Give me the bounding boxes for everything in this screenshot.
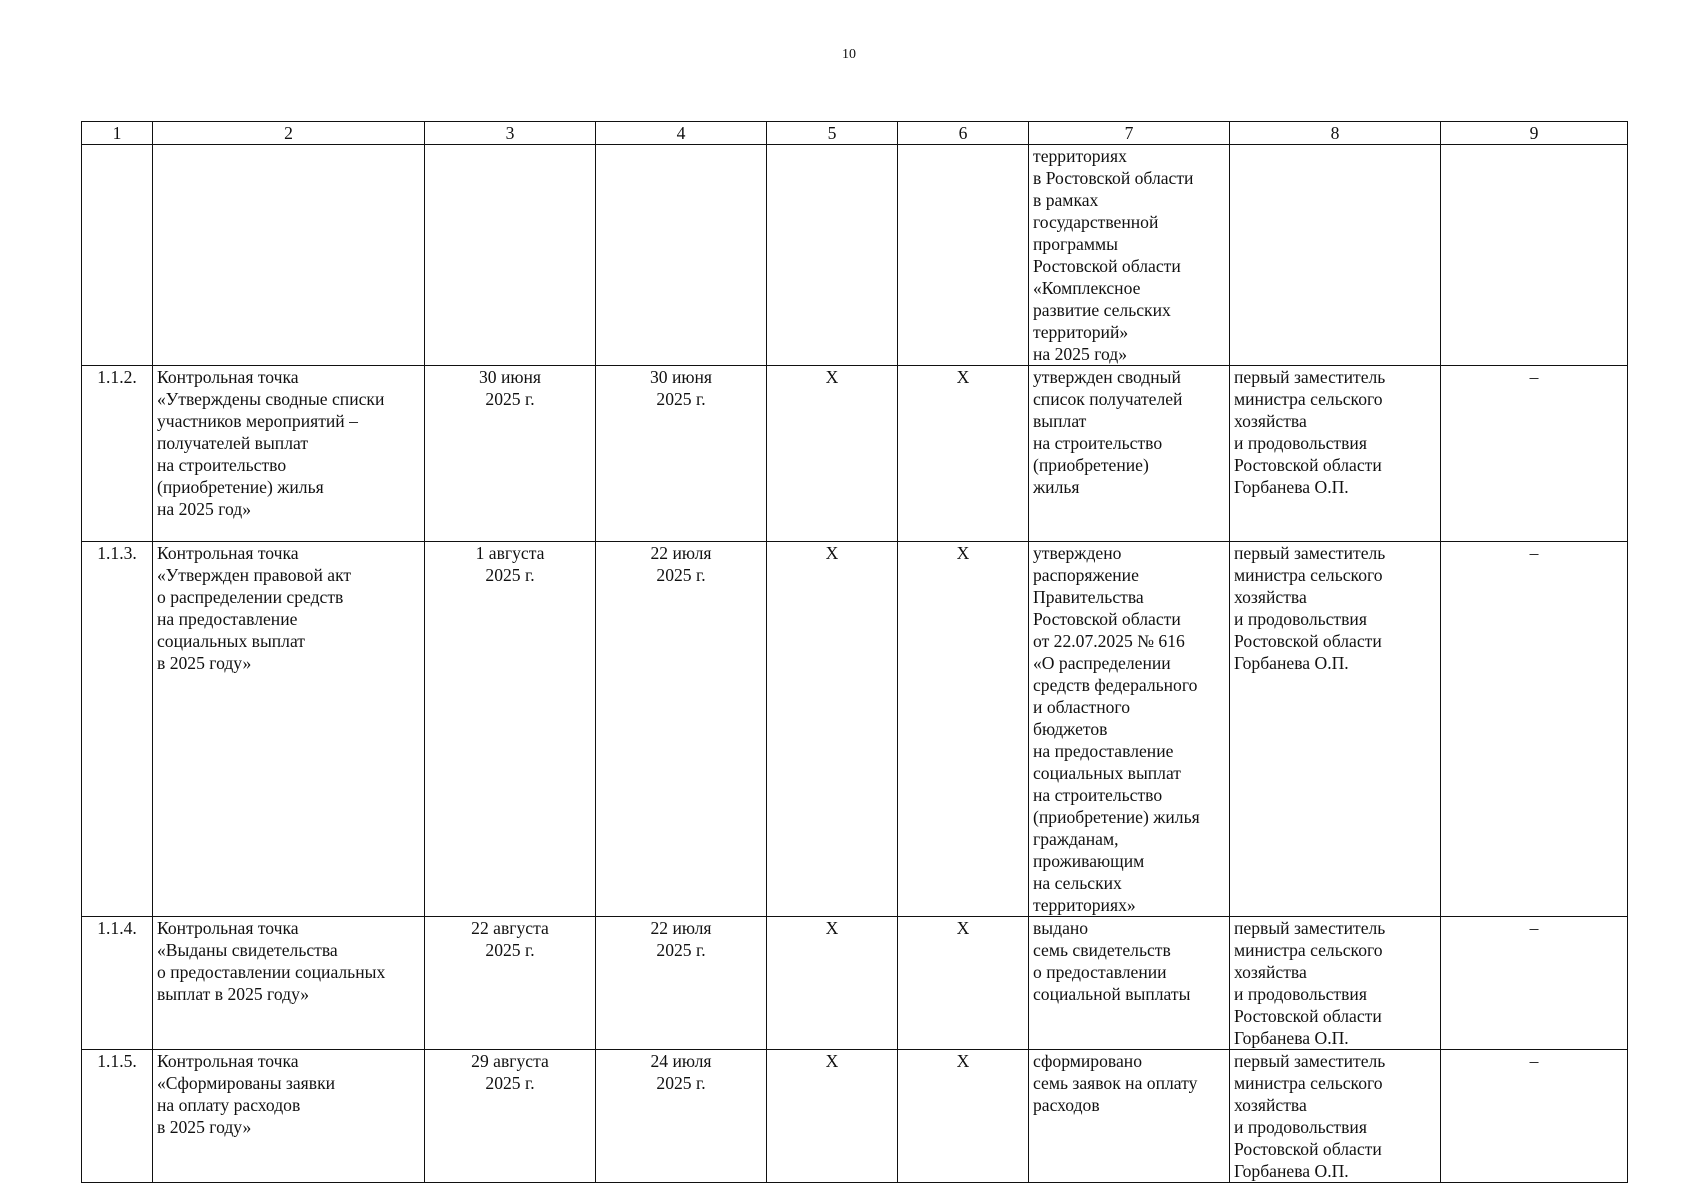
col6-cell: Х (898, 542, 1029, 917)
control-points-table (81, 121, 1628, 1183)
row-number: 1.1.5. (82, 1050, 153, 1183)
fact-date (596, 145, 767, 366)
responsible-cell: первый заместитель министра сельского хозяйства и продовольствия Ростовской области Горбанева О.П. (1230, 1050, 1441, 1183)
fact-date: 24 июля 2025 г. (596, 1050, 767, 1183)
col5-cell: Х (767, 917, 898, 1050)
table-row (82, 145, 1628, 366)
col9-cell: – (1441, 366, 1628, 542)
plan-date: 29 августа 2025 г. (425, 1050, 596, 1183)
header-cell: 8 (1230, 122, 1441, 145)
control-point-name: Контрольная точка «Выданы свидетельства о предоставлении социальных выплат в 2025 году» (153, 917, 425, 1050)
col9-cell: – (1441, 917, 1628, 1050)
table-header-row (82, 122, 1628, 145)
header-cell: 1 (82, 122, 153, 145)
table-row (82, 366, 1628, 542)
control-point-name: Контрольная точка «Сформированы заявки на оплату расходов в 2025 году» (153, 1050, 425, 1183)
col6-cell (898, 145, 1029, 366)
table-row (82, 1050, 1628, 1183)
fact-date: 30 июня 2025 г. (596, 366, 767, 542)
fact-date: 22 июля 2025 г. (596, 917, 767, 1050)
result-cell: сформировано семь заявок на оплату расходов (1029, 1050, 1230, 1183)
col6-cell: Х (898, 366, 1029, 542)
col9-cell: – (1441, 542, 1628, 917)
row-number (82, 145, 153, 366)
header-cell: 6 (898, 122, 1029, 145)
col5-cell: Х (767, 542, 898, 917)
result-cell: утвержден сводный список получателей выплат на строительство (приобретение) жилья (1029, 366, 1230, 542)
responsible-cell (1230, 145, 1441, 366)
col6-cell: Х (898, 917, 1029, 1050)
col5-cell (767, 145, 898, 366)
result-cell: утверждено распоряжение Правительства Ростовской области от 22.07.2025 № 616 «О распределении средств федерального и областного бюджетов на предоставление социальных выплат на строительство (приобретение) жилья гражданам, проживающим на сельских территориях» (1029, 542, 1230, 917)
header-cell: 5 (767, 122, 898, 145)
header-cell: 3 (425, 122, 596, 145)
plan-date: 30 июня 2025 г. (425, 366, 596, 542)
col9-cell: – (1441, 1050, 1628, 1183)
responsible-cell: первый заместитель министра сельского хозяйства и продовольствия Ростовской области Горбанева О.П. (1230, 917, 1441, 1050)
table-row (82, 917, 1628, 1050)
page-number: 10 (842, 47, 856, 62)
col5-cell: Х (767, 366, 898, 542)
header-cell: 2 (153, 122, 425, 145)
plan-date: 22 августа 2025 г. (425, 917, 596, 1050)
col5-cell: Х (767, 1050, 898, 1183)
control-point-name (153, 145, 425, 366)
responsible-cell: первый заместитель министра сельского хозяйства и продовольствия Ростовской области Горбанева О.П. (1230, 542, 1441, 917)
col9-cell (1441, 145, 1628, 366)
responsible-cell: первый заместитель министра сельского хозяйства и продовольствия Ростовской области Горбанева О.П. (1230, 366, 1441, 542)
header-cell: 9 (1441, 122, 1628, 145)
result-cell: территориях в Ростовской области в рамках государственной программы Ростовской области «Комплексное развитие сельских территорий» на 2025 год» (1029, 145, 1230, 366)
table-row (82, 542, 1628, 917)
row-number: 1.1.4. (82, 917, 153, 1050)
col6-cell: Х (898, 1050, 1029, 1183)
plan-date (425, 145, 596, 366)
plan-date: 1 августа 2025 г. (425, 542, 596, 917)
fact-date: 22 июля 2025 г. (596, 542, 767, 917)
result-cell: выдано семь свидетельств о предоставлении социальной выплаты (1029, 917, 1230, 1050)
header-cell: 4 (596, 122, 767, 145)
row-number: 1.1.3. (82, 542, 153, 917)
control-point-name: Контрольная точка «Утверждены сводные списки участников мероприятий – получателей выплат на строительство (приобретение) жилья на 2025 год» (153, 366, 425, 542)
header-cell: 7 (1029, 122, 1230, 145)
control-point-name: Контрольная точка «Утвержден правовой акт о распределении средств на предоставление социальных выплат в 2025 году» (153, 542, 425, 917)
row-number: 1.1.2. (82, 366, 153, 542)
